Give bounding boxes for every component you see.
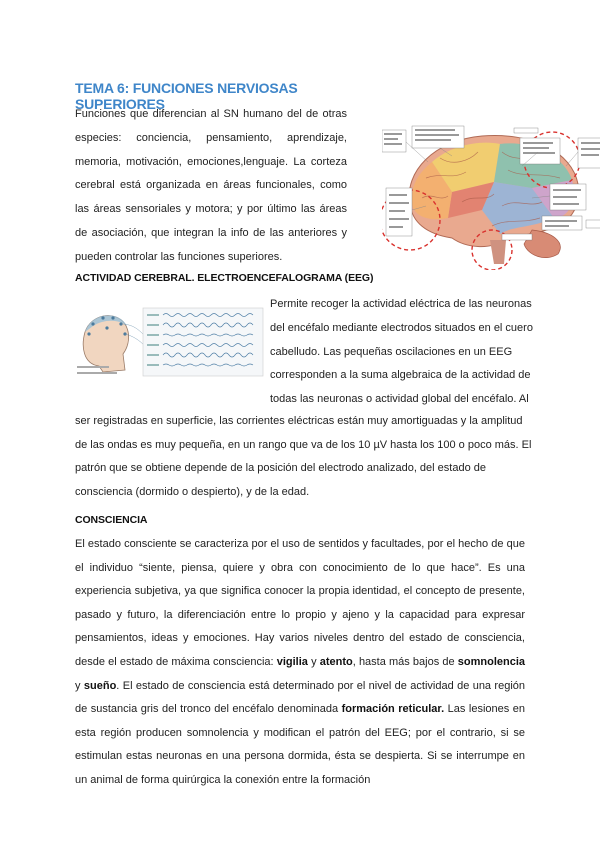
- eeg-paragraph-continued: ser registradas en superficie, las corrientes eléctricas están muy amortiguadas y la amplitud de las ondas es muy pequeña, en un rango que va de los 10 µV hasta los 100 o poco más. El patrón que se obtiene depende de la posición del electrodo analizado, del estado de consciencia (dormido o despierto), y de la edad.: [75, 415, 532, 498]
- consc-text-1: El estado consciente se caracteriza por el uso de sentidos y facultades, por el hecho de que el individuo “siente, piensa, quiere y obra con conocimiento de lo que hace”. Es una experiencia subjetiva, ya que significa conocer la propia identidad, el concepto de presente, pasado y futuro, la diferenciación entre lo propio y ajeno y la capacidad para expresar pensamientos, ideas y emociones. Hay varios niveles dentro del estado de consciencia, desde el estado de máxima consciencia:: [75, 538, 525, 668]
- consc-text-6: Las lesiones en esta región producen somnolencia y modifican el patrón del EEG; por el contrario, si se estimulan estas neuronas en una persona dormida, ésta se despierta. Si se interrumpe en un animal de forma quirúrgica la conexión entre la formación: [75, 703, 526, 786]
- term-sueno: sueño: [83, 679, 117, 692]
- eeg-paragraph-side: Permite recoger la actividad eléctrica de las neuronas del encéfalo mediante electrodos situados en el cuero cabelludo. Las pequeñas oscilaciones en un EEG corresponden a la suma algebraica de la actividad de todas las neuronas o actividad global del encéfalo. Al: [270, 298, 533, 406]
- page-title: TEMA 6: FUNCIONES NERVIOSAS SUPERIORES: [75, 80, 298, 112]
- term-somnolencia: somnolencia: [457, 655, 526, 668]
- term-atento: atento: [319, 655, 353, 668]
- eeg-heading: ACTIVIDAD CEREBRAL. ELECTROENCEFALOGRAMA (EEG): [75, 272, 374, 284]
- term-formacion-reticular: formación reticular.: [341, 703, 445, 716]
- consciencia-paragraph: [75, 533, 525, 793]
- consc-text-2: y: [307, 655, 320, 668]
- consc-text-3: , hasta más bajos de: [352, 655, 458, 668]
- brain-areas-figure: [382, 122, 600, 270]
- consc-text-4: y: [75, 679, 84, 692]
- intro-paragraph: Funciones que diferencian al SN humano del de otras especies: conciencia, pensamiento, aprendizaje, memoria, motivación, emociones,lenguaje. La corteza cerebral está organizada en áreas funcionales, como las áreas sensoriales y motora; y por último las áreas de asociación, que integran la info de las anteriores y pueden controlar las funciones superiores.: [75, 108, 347, 263]
- consciencia-heading: CONSCIENCIA: [75, 514, 148, 526]
- term-vigilia: vigilia: [276, 655, 308, 668]
- consc-text-5: . El estado de consciencia está determinado por el nivel de actividad de una región de sustancia gris del tronco del encéfalo denominada: [75, 679, 526, 716]
- eeg-figure: [75, 306, 265, 378]
